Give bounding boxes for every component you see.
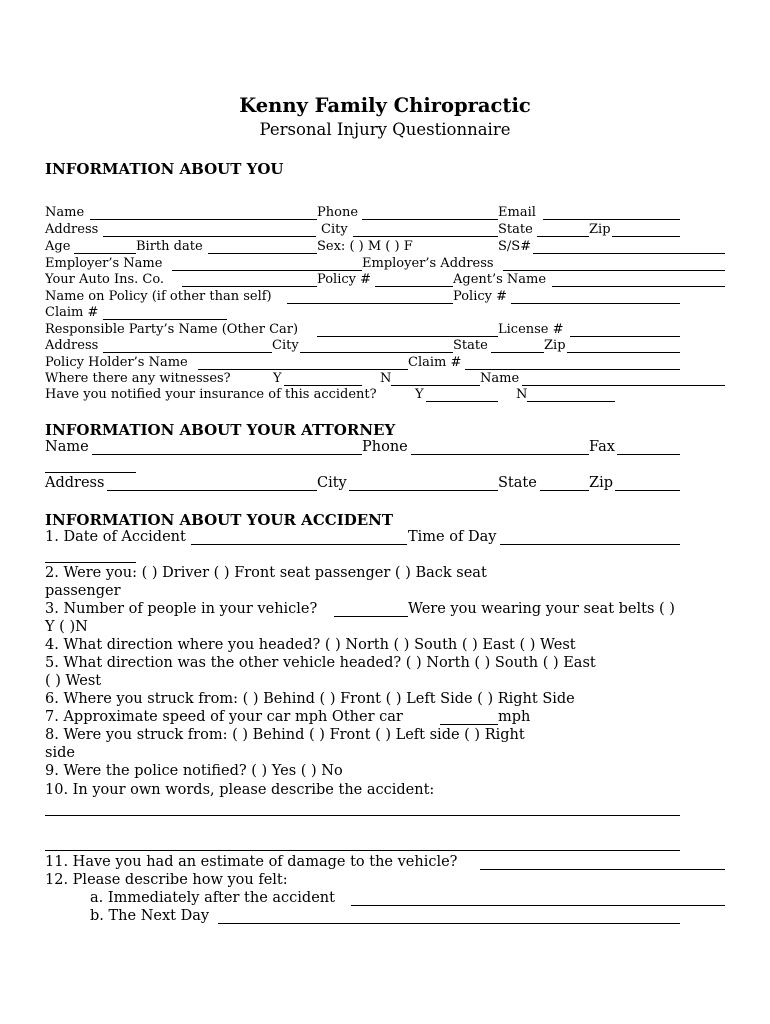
q3-label: 3. Number of people in your vehicle? — [45, 601, 318, 617]
label-notified: Have you notified your insurance of this accident? — [45, 387, 377, 402]
q7-label: 7. Approximate speed of your car mph Other car — [45, 709, 403, 725]
label-ss: S/S# — [498, 239, 532, 254]
policy-field[interactable] — [375, 286, 453, 287]
felt-next-day-field[interactable] — [218, 923, 680, 924]
employers-address-field[interactable] — [503, 270, 725, 271]
label-state-2: State — [453, 338, 488, 353]
agents-name-field[interactable] — [552, 286, 725, 287]
label-policy: Policy # — [317, 272, 372, 287]
time-of-day-field[interactable] — [500, 544, 680, 545]
state-field[interactable] — [537, 236, 589, 237]
witness-name-field[interactable] — [522, 385, 725, 386]
email-field[interactable] — [543, 219, 680, 220]
label-claim-2: Claim # — [408, 355, 462, 370]
accident-description-line-1[interactable] — [45, 815, 680, 816]
label-birth-date: Birth date — [136, 239, 203, 254]
label-phone: Phone — [317, 205, 359, 220]
name-field[interactable] — [90, 219, 317, 220]
license-field[interactable] — [570, 336, 680, 337]
label-auto-ins: Your Auto Ins. Co. — [45, 272, 165, 287]
people-in-vehicle-field[interactable] — [334, 616, 408, 617]
phone-field[interactable] — [362, 219, 498, 220]
label-employers-address: Employer’s Address — [362, 256, 494, 271]
q4-label[interactable]: 4. What direction where you headed? ( ) North ( ) South ( ) East ( ) West — [45, 637, 576, 653]
notified-yes: Y — [415, 387, 424, 402]
employers-name-field[interactable] — [172, 270, 362, 271]
responsible-party-field[interactable] — [317, 336, 498, 337]
form-subtitle: Personal Injury Questionnaire — [259, 120, 511, 139]
label-name-on-policy: Name on Policy (if other than self) — [45, 289, 272, 304]
time-of-day-label: Time of Day — [408, 529, 497, 545]
time-of-day-field-cont[interactable] — [45, 562, 136, 563]
witness-yes: Y — [273, 371, 282, 386]
attorney-name-field[interactable] — [92, 454, 362, 455]
label-attorney-zip: Zip — [589, 475, 613, 491]
q8-label-cont: side — [45, 745, 75, 761]
attorney-phone-field[interactable] — [411, 454, 589, 455]
section-heading-you: INFORMATION ABOUT YOU — [45, 160, 284, 178]
q5-label-cont[interactable]: ( ) West — [45, 673, 102, 689]
label-responsible-party: Responsible Party’s Name (Other Car) — [45, 322, 299, 337]
name-on-policy-field[interactable] — [287, 303, 453, 304]
label-address-2: Address — [45, 338, 99, 353]
label-attorney-address: Address — [45, 475, 105, 491]
label-address: Address — [45, 222, 99, 237]
form-title: Kenny Family Chiropractic — [239, 94, 531, 117]
attorney-fax-field-cont[interactable] — [45, 472, 136, 473]
q5-label[interactable]: 5. What direction was the other vehicle headed? ( ) North ( ) South ( ) East — [45, 655, 596, 671]
q9-label[interactable]: 9. Were the police notified? ( ) Yes ( ) No — [45, 763, 343, 779]
attorney-state-field[interactable] — [540, 490, 589, 491]
section-heading-accident: INFORMATION ABOUT YOUR ACCIDENT — [45, 511, 394, 529]
birth-date-field[interactable] — [208, 253, 317, 254]
label-age: Age — [45, 239, 71, 254]
attorney-city-field[interactable] — [349, 490, 498, 491]
accident-description-line-2[interactable] — [45, 850, 680, 851]
label-agents-name: Agent’s Name — [453, 272, 547, 287]
section-heading-attorney: INFORMATION ABOUT YOUR ATTORNEY — [45, 421, 396, 439]
ss-field[interactable] — [533, 253, 725, 254]
label-name: Name — [45, 205, 85, 220]
city-2-field[interactable] — [300, 352, 453, 353]
attorney-address-field[interactable] — [107, 490, 317, 491]
witness-no-field[interactable] — [391, 385, 480, 386]
auto-ins-field[interactable] — [182, 286, 317, 287]
q2-label-cont: passenger — [45, 583, 121, 599]
q10-label: 10. In your own words, please describe the accident: — [45, 782, 435, 798]
q6-label[interactable]: 6. Where you struck from: ( ) Behind ( ) Front ( ) Left Side ( ) Right Side — [45, 691, 575, 707]
label-zip: Zip — [589, 222, 611, 237]
notified-no: N — [516, 387, 528, 402]
q3-seatbelt-options[interactable]: Y ( )N — [45, 619, 88, 635]
label-license: License # — [498, 322, 564, 337]
label-attorney-fax: Fax — [589, 439, 615, 455]
city-field[interactable] — [353, 236, 498, 237]
felt-immediately-field[interactable] — [351, 905, 725, 906]
attorney-fax-field[interactable] — [617, 454, 680, 455]
notified-no-field[interactable] — [527, 401, 615, 402]
q12b-label: b. The Next Day — [90, 908, 210, 924]
q7-mph: mph — [498, 709, 531, 725]
q12-label: 12. Please describe how you felt: — [45, 872, 288, 888]
other-car-speed-field[interactable] — [440, 724, 498, 725]
label-attorney-phone: Phone — [362, 439, 408, 455]
age-field[interactable] — [74, 253, 136, 254]
q12a-label: a. Immediately after the accident — [90, 890, 335, 906]
policy-holder-field[interactable] — [198, 369, 408, 370]
attorney-zip-field[interactable] — [615, 490, 680, 491]
q8-label[interactable]: 8. Were you struck from: ( ) Behind ( ) Front ( ) Left side ( ) Right — [45, 727, 525, 743]
q3-seatbelt-label[interactable]: Were you wearing your seat belts ( ) — [408, 601, 675, 617]
label-city-2: City — [272, 338, 299, 353]
date-of-accident-field[interactable] — [191, 544, 407, 545]
policy-2-field[interactable] — [511, 303, 680, 304]
label-attorney-city: City — [317, 475, 347, 491]
witness-yes-field[interactable] — [284, 385, 362, 386]
zip-field[interactable] — [612, 236, 680, 237]
label-claim: Claim # — [45, 305, 99, 320]
notified-yes-field[interactable] — [426, 401, 498, 402]
label-policy-2: Policy # — [453, 289, 508, 304]
label-email: Email — [498, 205, 536, 220]
address-2-field[interactable] — [103, 352, 272, 353]
label-attorney-state: State — [498, 475, 537, 491]
q11-label: 11. Have you had an estimate of damage to the vehicle? — [45, 854, 458, 870]
label-witness-name: Name — [480, 371, 520, 386]
label-policy-holder: Policy Holder’s Name — [45, 355, 188, 370]
zip-2-field[interactable] — [567, 352, 680, 353]
address-field[interactable] — [103, 236, 316, 237]
label-attorney-name: Name — [45, 439, 89, 455]
claim-field[interactable] — [103, 319, 227, 320]
label-zip-2: Zip — [544, 338, 566, 353]
state-2-field[interactable] — [491, 352, 544, 353]
q1-label: 1. Date of Accident — [45, 529, 186, 545]
label-city: City — [321, 222, 348, 237]
witness-no: N — [380, 371, 392, 386]
label-state: State — [498, 222, 533, 237]
sex-options[interactable]: Sex: ( ) M ( ) F — [317, 239, 413, 254]
claim-2-field[interactable] — [465, 369, 680, 370]
q2-label[interactable]: 2. Were you: ( ) Driver ( ) Front seat passenger ( ) Back seat — [45, 565, 487, 581]
label-employers-name: Employer’s Name — [45, 256, 163, 271]
estimate-of-damage-field[interactable] — [480, 869, 725, 870]
label-witnesses: Where there any witnesses? — [45, 371, 231, 386]
